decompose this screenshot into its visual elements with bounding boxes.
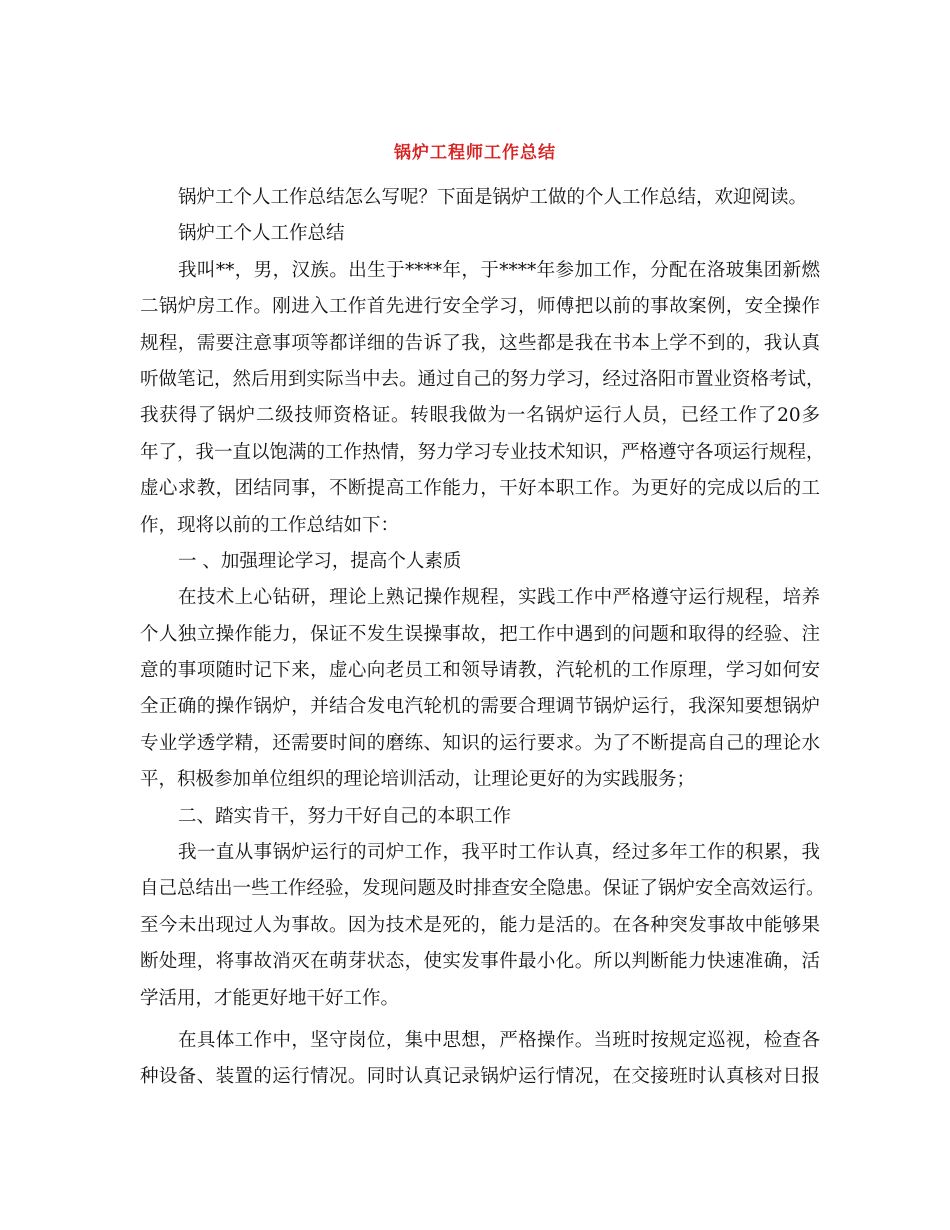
text-line: 二锅炉房工作。刚进入工作首先进行安全学习，师傅把以前的事故案例，安全操作 — [140, 296, 820, 318]
text-line: 作，现将以前的工作总结如下： — [140, 514, 400, 536]
text-line: 我叫**，男，汉族。出生于****年，于****年参加工作，分配在洛玻集团新燃 — [178, 259, 820, 281]
text-line: 听做笔记，然后用到实际当中去。通过自己的努力学习，经过洛阳市置业资格考试， — [140, 368, 825, 390]
text-line: 至今未出现过人为事故。因为技术是死的，能力是活的。在各种突发事故中能够果 — [140, 914, 820, 936]
section-heading-2: 二、踏实肯干，努力干好自己的本职工作 — [178, 805, 512, 827]
text-line: 专业学透学精，还需要时间的磨练、知识的运行要求。为了不断提高自己的理论水 — [140, 732, 820, 754]
text-line: 在技术上心钻研，理论上熟记操作规程，实践工作中严格遵守运行规程，培养 — [178, 587, 820, 609]
text-line: 规程，需要注意事项等都详细的告诉了我，这些都是我在书本上学不到的，我认真 — [140, 332, 820, 354]
text-line: 我获得了锅炉二级技师资格证。转眼我做为一名锅炉运行人员，已经工作了20多 — [140, 405, 820, 427]
text-line-subheading: 锅炉工个人工作总结 — [178, 223, 345, 245]
text-line: 虚心求教，团结同事，不断提高工作能力，干好本职工作。为更好的完成以后的工 — [140, 478, 820, 500]
text-line: 意的事项随时记下来，虚心向老员工和领导请教，汽轮机的工作原理，学习如何安 — [140, 660, 820, 682]
text-line: 全正确的操作锅炉，并结合发电汽轮机的需要合理调节锅炉运行，我深知要想锅炉 — [140, 696, 820, 718]
text-line: 个人独立操作能力，保证不发生误操事故，把工作中遇到的问题和取得的经验、注 — [140, 623, 820, 645]
document-title: 锅炉工程师工作总结 — [394, 143, 556, 163]
section-heading-1: 一 、加强理论学习，提高个人素质 — [178, 550, 462, 572]
text-line: 断处理，将事故消灭在萌芽状态，使实发事件最小化。所以判断能力快速准确，活 — [140, 951, 820, 973]
document-body — [140, 180, 825, 1096]
text-line: 平，积极参加单位组织的理论培训活动，让理论更好的为实践服务； — [140, 769, 696, 791]
text-line-intro: 锅炉工个人工作总结怎么写呢？下面是锅炉工做的个人工作总结，欢迎阅读。 — [178, 187, 808, 208]
text-line: 种设备、装置的运行情况。同时认真记录锅炉运行情况，在交接班时认真核对日报 — [140, 1066, 820, 1088]
text-line: 我一直从事锅炉运行的司炉工作，我平时工作认真，经过多年工作的积累，我 — [178, 842, 820, 864]
text-line: 年了，我一直以饱满的工作热情，努力学习专业技术知识，严格遵守各项运行规程， — [140, 441, 825, 463]
text-line: 自己总结出一些工作经验，发现问题及时排查安全隐患。保证了锅炉安全高效运行。 — [140, 878, 825, 900]
text-line: 学活用，才能更好地干好工作。 — [140, 987, 400, 1009]
text-line: 在具体工作中，坚守岗位，集中思想，严格操作。当班时按规定巡视，检查各 — [178, 1029, 820, 1051]
